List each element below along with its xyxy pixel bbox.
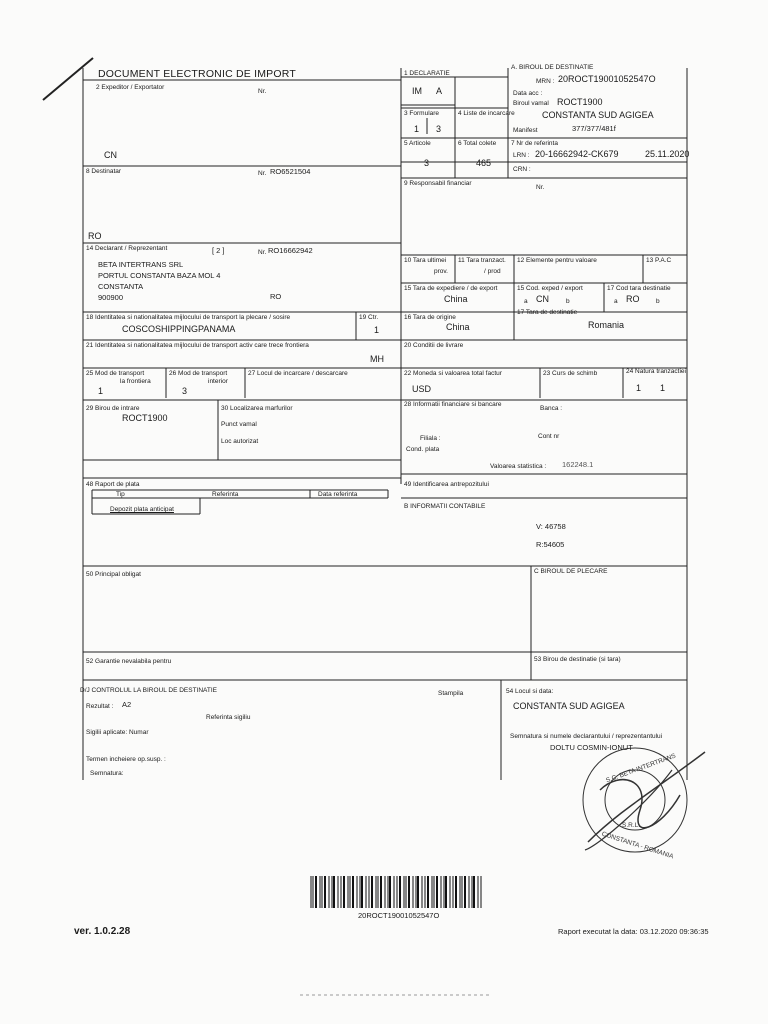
referinta-sigiliu-label: Referinta sigiliu — [206, 714, 251, 721]
box48-row: Depozit plata anticipat — [110, 506, 174, 513]
termen-label: Termen incheiere op.susp. : — [86, 756, 166, 763]
box14-nr-value: RO16662942 — [268, 246, 313, 255]
box49-label: 49 Identificarea antrepozitului — [404, 481, 489, 488]
birou-code: ROCT1900 — [557, 97, 603, 107]
box25-sub: la frontiera — [120, 378, 151, 385]
box15a-b: b — [566, 298, 570, 305]
box3-label: 3 Formulare — [404, 110, 440, 117]
box26-value: 3 — [182, 386, 188, 396]
box10-label: 10 Tara ultimei — [404, 257, 447, 264]
lrn-value: 20-16662942-CK679 — [535, 149, 619, 159]
box5-value: 3 — [424, 158, 430, 168]
filiala-label: Filiala : — [420, 435, 441, 442]
mrn-label: MRN : — [536, 78, 555, 85]
box25-value: 1 — [98, 386, 104, 396]
box9-label: 9 Responsabil financiar — [404, 180, 472, 187]
box48-col-referinta: Referinta — [212, 491, 239, 498]
box26-label: 26 Mod de transport — [169, 370, 228, 377]
box27-label: 27 Locul de incarcare / descarcare — [248, 370, 348, 377]
boxB-v: V: 46758 — [536, 522, 566, 531]
semnatura-label: Semnatura: — [90, 770, 124, 777]
box22-label: 22 Moneda si valoarea total factur — [404, 370, 502, 377]
box16-label: 16 Tara de origine — [404, 314, 456, 321]
box24-label: 24 Natura tranzactiei — [626, 368, 686, 375]
box25-label: 25 Mod de transport — [86, 370, 145, 377]
box15-value: China — [444, 294, 468, 304]
box2-country: CN — [104, 150, 117, 160]
box3-value1: 1 — [414, 124, 420, 134]
box11-sub: / prod — [484, 268, 501, 275]
box15a-a: a — [524, 298, 528, 305]
box19-value: 1 — [374, 325, 380, 335]
box17a-value: RO — [626, 294, 640, 304]
version-label: ver. 1.0.2.28 — [74, 926, 131, 937]
box21-value: MH — [370, 354, 384, 364]
crn-label: CRN : — [513, 166, 531, 173]
box12-label: 12 Elemente pentru valoare — [517, 257, 597, 264]
box50-label: 50 Principal obligat — [86, 571, 141, 578]
box18-label: 18 Identitatea si nationalitatea mijlocului de transport la plecare / sosire — [86, 314, 291, 321]
pen-mark — [43, 58, 93, 100]
declarant-line3: CONSTANTA — [98, 282, 144, 291]
declarant-line1: BETA INTERTRANS SRL — [98, 260, 184, 269]
box6-value: 465 — [476, 158, 492, 168]
box24-value1: 1 — [636, 383, 642, 393]
box8-label: 8 Destinatar — [86, 168, 122, 175]
lrn-label: LRN : — [513, 152, 530, 159]
stamp-text-bottom: CONSTANTA - ROMANIA — [600, 830, 675, 861]
report-date: Raport executat la data: 03.12.2020 09:36:35 — [558, 927, 709, 936]
box8-nr-label: Nr. — [258, 170, 267, 177]
rezultat-value: A2 — [122, 700, 132, 709]
box17a-b: b — [656, 298, 660, 305]
valoare-statistica-label: Valoarea statistica : — [490, 463, 547, 470]
box7-label: 7 Nr de referinta — [511, 140, 558, 147]
mrn-value: 20ROCT19001052547O — [558, 74, 656, 84]
box30-label: 30 Localizarea marfurilor — [221, 405, 293, 412]
box48-label: 48 Raport de plata — [86, 481, 140, 488]
box13-label: 13 P.A.C — [646, 257, 672, 264]
box3-value2: 3 — [436, 124, 442, 134]
box29-label: 29 Birou de intrare — [86, 405, 140, 412]
box15-label: 15 Tara de expediere / de export — [404, 285, 498, 292]
box4-label: 4 Liste de incarcare — [458, 110, 515, 117]
box17-value: Romania — [588, 320, 625, 330]
declarant-line4: 900900 — [98, 293, 124, 302]
valoare-statistica-value: 162248.1 — [562, 460, 594, 469]
declarant-line2: PORTUL CONSTANTA BAZA MOL 4 — [98, 271, 221, 280]
box1-value2: A — [436, 86, 443, 96]
box48-col-data: Data referinta — [318, 491, 358, 498]
banca-label: Banca : — [540, 405, 563, 412]
box20-label: 20 Conditii de livrare — [404, 342, 464, 349]
box11-label: 11 Tara tranzact. — [458, 257, 506, 264]
box16-value: China — [446, 322, 470, 332]
box6-label: 6 Total colete — [458, 140, 497, 147]
data-acc-label: Data acc : — [513, 90, 543, 97]
boxC-label: C BIROUL DE PLECARE — [534, 568, 608, 575]
stamp-text-top: S.C. BETA INTERTRANS — [605, 752, 677, 785]
box8-nr-value: RO6521504 — [270, 167, 311, 176]
barcode-bars — [311, 876, 481, 908]
box23-label: 23 Curs de schimb — [543, 370, 598, 377]
box21-label: 21 Identitatea si nationalitatea mijlocului de transport activ care trece frontiera — [86, 342, 309, 349]
cond-plata-label: Cond. plata — [406, 446, 440, 453]
box17a-label: 17 Cod tara destinatie — [607, 285, 671, 292]
box14-code: [ 2 ] — [212, 246, 225, 255]
box17-label: 17 Tara de destinatie — [517, 309, 578, 316]
box9-nr-label: Nr. — [536, 184, 545, 191]
box53-label: 53 Birou de destinatie (si tara) — [534, 656, 621, 663]
stampila-label: Stampila — [438, 690, 464, 697]
box26-sub: interior — [208, 378, 228, 385]
box1-value1: IM — [412, 86, 422, 96]
boxD-label: D/J CONTROLUL LA BIROUL DE DESTINATIE — [80, 687, 218, 694]
box30-line2: Loc autorizat — [221, 438, 259, 445]
stamp-text-mid: S.R.L. — [622, 822, 641, 829]
box14-label: 14 Declarant / Reprezentant — [86, 245, 168, 252]
box48-col-tip: Tip — [116, 491, 125, 498]
cont-label: Cont nr — [538, 433, 560, 440]
box5-label: 5 Articole — [404, 140, 431, 147]
box29-value: ROCT1900 — [122, 413, 168, 423]
box2-label: 2 Expeditor / Exportator — [96, 84, 165, 91]
birou-name: CONSTANTA SUD AGIGEA — [542, 110, 654, 120]
manifest-label: Manifest — [513, 127, 538, 134]
box24-value2: 1 — [660, 383, 666, 393]
box30-line1: Punct vamal — [221, 421, 257, 428]
box54-signature-label: Semnatura si numele declarantului / reprezentantului — [510, 733, 663, 740]
box54-label: 54 Locul si data: — [506, 688, 554, 695]
declarant-country: RO — [270, 292, 282, 301]
box1-label: 1 DECLARATIE — [404, 70, 450, 77]
rezultat-label: Rezultat : — [86, 703, 114, 710]
lrn-date: 25.11.2020 — [645, 149, 690, 159]
document-title: DOCUMENT ELECTRONIC DE IMPORT — [98, 68, 296, 80]
boxB-label: B INFORMATII CONTABILE — [404, 503, 486, 510]
box19-label: 19 Ctr. — [359, 314, 379, 321]
box22-value: USD — [412, 384, 432, 394]
box17a-a: a — [614, 298, 618, 305]
box2-nr-label: Nr. — [258, 88, 267, 95]
box52-label: 52 Garantie nevalabila pentru — [86, 658, 172, 665]
box8-country: RO — [88, 231, 102, 241]
box54-name: DOLTU COSMIN-IONUT — [550, 743, 633, 752]
boxB-r: R:54605 — [536, 540, 565, 549]
barcode-text: 20ROCT19001052547O — [358, 911, 440, 920]
box10-sub: prov. — [434, 268, 448, 275]
box15a-label: 15 Cod. exped / export — [517, 285, 583, 292]
birou-label: Biroul vamal — [513, 100, 549, 107]
box28-label: 28 Informatii financiare si bancare — [404, 401, 502, 408]
box18-value: COSCOSHIPPINGPANAMA — [122, 324, 236, 334]
box54-place: CONSTANTA SUD AGIGEA — [513, 701, 625, 711]
box14-nr-label: Nr. — [258, 249, 267, 256]
sigilii-label: Sigilii aplicate: Numar — [86, 729, 149, 736]
box15a-value: CN — [536, 294, 549, 304]
boxA-label: A. BIROUL DE DESTINATIE — [511, 64, 594, 71]
manifest-value: 377/377/481f — [572, 124, 616, 133]
